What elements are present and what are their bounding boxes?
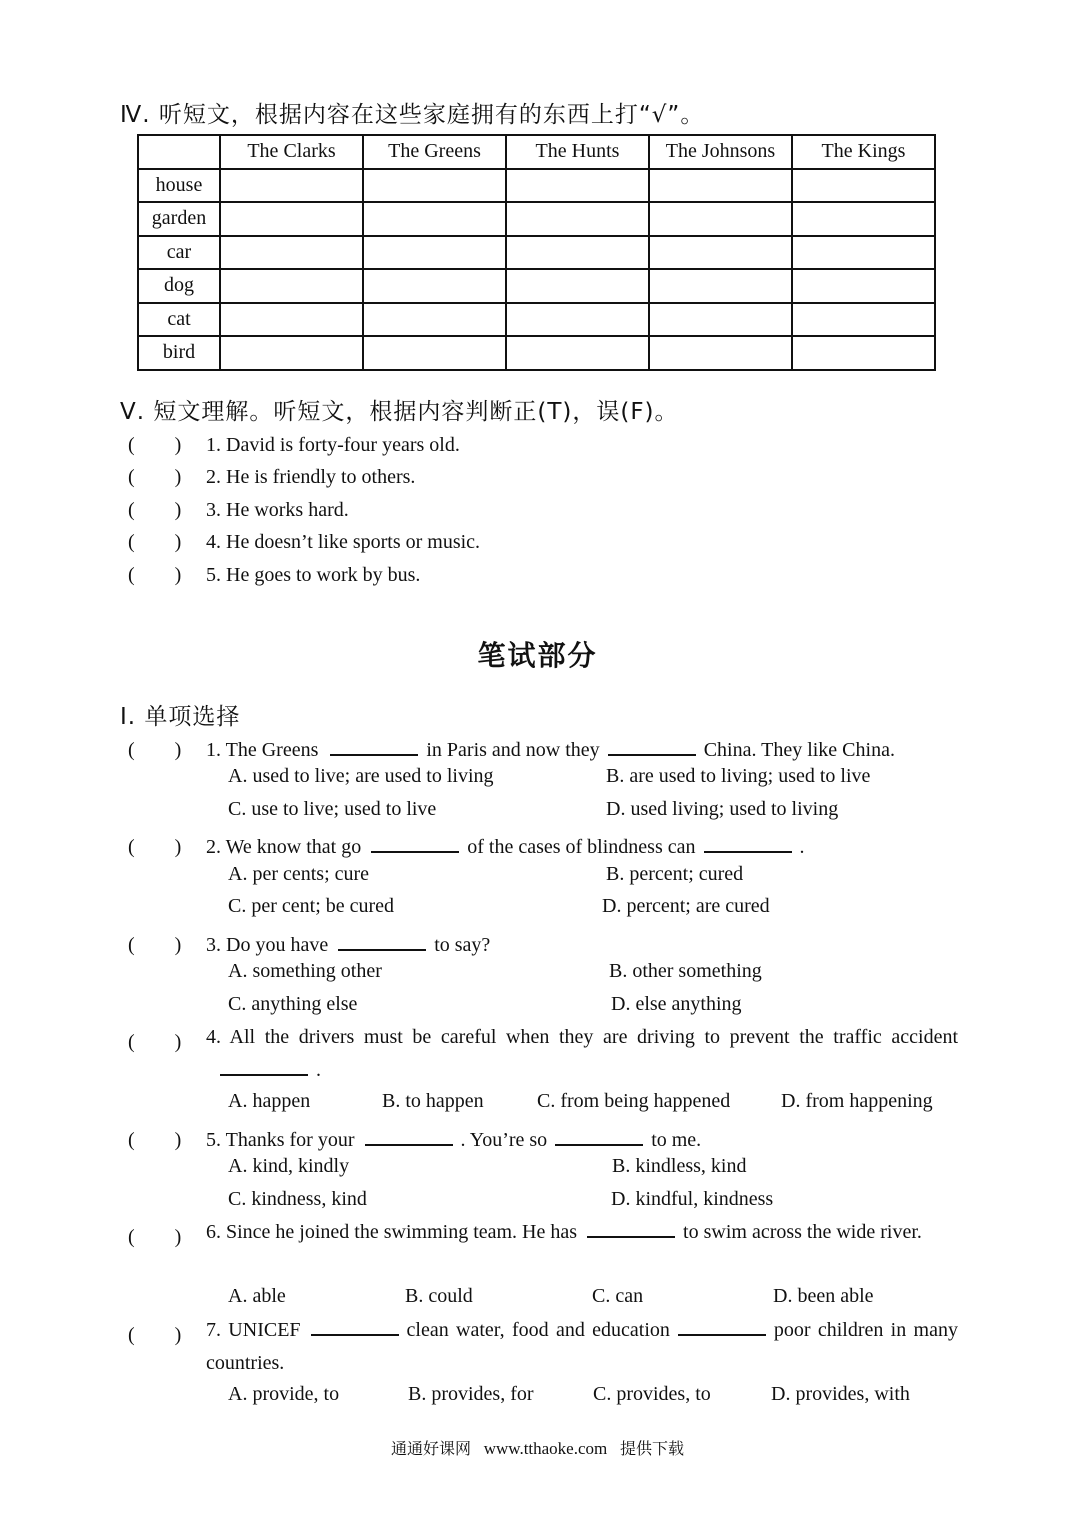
option-d[interactable]: D. from happening: [781, 1090, 933, 1112]
answer-paren[interactable]: ( ): [128, 1324, 182, 1346]
option-b[interactable]: B. could: [405, 1285, 473, 1307]
check-cell[interactable]: [220, 169, 363, 203]
question-text: 3. Do you have: [206, 934, 329, 956]
col-header: The Johnsons: [649, 135, 792, 169]
answer-paren[interactable]: ( ): [128, 836, 182, 858]
table-header-row: [138, 135, 935, 169]
check-cell[interactable]: [792, 169, 935, 203]
answer-blank[interactable]: [678, 1317, 766, 1336]
check-cell[interactable]: [506, 303, 649, 337]
option-b[interactable]: B. other something: [609, 960, 762, 982]
question-text: 2. We know that go: [206, 836, 362, 858]
col-header: The Hunts: [506, 135, 649, 169]
answer-blank[interactable]: [338, 932, 426, 951]
table-row: [138, 202, 935, 236]
check-cell[interactable]: [363, 202, 506, 236]
check-cell[interactable]: [792, 269, 935, 303]
check-cell[interactable]: [506, 269, 649, 303]
written-part-title: 笔试部分: [477, 639, 598, 672]
question-4: [206, 1021, 958, 1086]
check-cell[interactable]: [220, 336, 363, 370]
check-cell[interactable]: [506, 169, 649, 203]
section-4-heading: Ⅳ. 听短文，根据内容在这些家庭拥有的东西上打“√”。: [120, 102, 705, 128]
question-6: [206, 1216, 958, 1249]
question-3: [128, 928, 490, 957]
tf-item-text: 3. He works hard.: [206, 499, 349, 521]
tf-item-text: 4. He doesn’t like sports or music.: [206, 531, 481, 553]
answer-blank[interactable]: [608, 737, 696, 756]
check-cell[interactable]: [220, 202, 363, 236]
answer-blank[interactable]: [587, 1219, 675, 1238]
section-1-heading: Ⅰ. 单项选择: [120, 704, 241, 730]
question-4-paren: [128, 1025, 206, 1054]
question-7-paren: [128, 1318, 206, 1347]
col-header: The Clarks: [220, 135, 363, 169]
answer-blank[interactable]: [220, 1057, 308, 1076]
check-cell[interactable]: [792, 236, 935, 270]
option-a[interactable]: A. provide, to: [228, 1383, 340, 1405]
check-cell[interactable]: [220, 236, 363, 270]
answer-paren[interactable]: ( ): [128, 1129, 182, 1151]
check-cell[interactable]: [792, 202, 935, 236]
option-d[interactable]: D. kindful, kindness: [611, 1188, 774, 1210]
question-text: 5. Thanks for your: [206, 1129, 355, 1151]
tf-item-text: 1. David is forty-four years old.: [206, 434, 460, 456]
tf-item-text: 5. He goes to work by bus.: [206, 564, 421, 586]
check-cell[interactable]: [506, 336, 649, 370]
row-label: bird: [138, 336, 220, 370]
check-cell[interactable]: [792, 336, 935, 370]
option-c[interactable]: C. provides, to: [593, 1383, 711, 1405]
check-cell[interactable]: [363, 303, 506, 337]
tf-item: [128, 558, 420, 587]
question-text: 1. The Greens: [206, 739, 319, 761]
check-cell[interactable]: [649, 269, 792, 303]
question-text: .: [799, 836, 805, 858]
check-cell[interactable]: [649, 169, 792, 203]
table-row: [138, 336, 935, 370]
check-cell[interactable]: [220, 303, 363, 337]
question-7: [206, 1314, 958, 1379]
option-a[interactable]: A. per cents; cure: [228, 863, 370, 885]
check-cell[interactable]: [363, 236, 506, 270]
check-cell[interactable]: [220, 269, 363, 303]
table-row: [138, 169, 935, 203]
option-a[interactable]: A. happen: [228, 1090, 311, 1112]
answer-blank[interactable]: [704, 834, 792, 853]
option-d[interactable]: D. else anything: [611, 993, 742, 1015]
option-d[interactable]: D. percent; are cured: [602, 895, 770, 917]
option-d[interactable]: D. been able: [773, 1285, 874, 1307]
option-b[interactable]: B. kindless, kind: [612, 1155, 747, 1177]
question-text: in Paris and now they: [426, 739, 600, 761]
option-a[interactable]: A. used to live; are used to living: [228, 765, 494, 787]
tf-item-text: 2. He is friendly to others.: [206, 466, 416, 488]
question-5: [128, 1123, 701, 1152]
row-label: cat: [138, 303, 220, 337]
check-cell[interactable]: [506, 236, 649, 270]
footer: [0, 1436, 1075, 1459]
question-text: 6. Since he joined the swimming team. He has: [206, 1221, 578, 1243]
tf-item: [128, 525, 480, 554]
option-c[interactable]: C. use to live; used to live: [228, 798, 437, 820]
section-5-heading: Ⅴ. 短文理解。听短文，根据内容判断正(T)，误(F)。: [120, 399, 679, 425]
families-table: [137, 134, 936, 371]
question-1: [128, 733, 895, 762]
row-label: dog: [138, 269, 220, 303]
question-text: China. They like China.: [703, 739, 895, 761]
check-cell[interactable]: [363, 269, 506, 303]
answer-paren[interactable]: ( ): [128, 434, 182, 456]
answer-paren[interactable]: ( ): [128, 499, 182, 521]
answer-blank[interactable]: [365, 1127, 453, 1146]
check-cell[interactable]: [649, 236, 792, 270]
answer-paren[interactable]: ( ): [128, 934, 182, 956]
question-text: of the cases of blindness can: [467, 836, 696, 858]
footer-suffix: 提供下载: [620, 1439, 685, 1458]
question-2: [128, 830, 805, 859]
check-cell[interactable]: [363, 336, 506, 370]
check-cell[interactable]: [649, 303, 792, 337]
question-text: . You’re so: [460, 1129, 548, 1151]
option-b[interactable]: B. are used to living; used to live: [606, 765, 871, 787]
option-a[interactable]: A. something other: [228, 960, 382, 982]
option-a[interactable]: A. able: [228, 1285, 286, 1307]
question-text: 7. UNICEF: [206, 1319, 301, 1341]
table-row: [138, 303, 935, 337]
answer-paren[interactable]: ( ): [128, 739, 182, 761]
row-label: car: [138, 236, 220, 270]
option-c[interactable]: C. can: [592, 1285, 644, 1307]
option-b[interactable]: B. provides, for: [408, 1383, 534, 1405]
tf-item: [128, 460, 415, 489]
option-a[interactable]: A. kind, kindly: [228, 1155, 350, 1177]
tf-item: [128, 493, 349, 522]
answer-paren[interactable]: ( ): [128, 531, 182, 553]
row-label: house: [138, 169, 220, 203]
col-header: The Kings: [792, 135, 935, 169]
option-c[interactable]: C. anything else: [228, 993, 358, 1015]
table-corner-cell: [138, 135, 220, 169]
footer-url[interactable]: www.tthaoke.com: [483, 1439, 608, 1458]
answer-blank[interactable]: [371, 834, 459, 853]
answer-blank[interactable]: [311, 1317, 399, 1336]
option-d[interactable]: D. used living; used to living: [606, 798, 839, 820]
question-text: to me.: [651, 1129, 702, 1151]
check-cell[interactable]: [363, 169, 506, 203]
question-text: to say?: [434, 934, 491, 956]
option-c[interactable]: C. per cent; be cured: [228, 895, 395, 917]
answer-paren[interactable]: ( ): [128, 466, 182, 488]
footer-brand: 通通好课网: [390, 1439, 471, 1458]
option-c[interactable]: C. kindness, kind: [228, 1188, 367, 1210]
table-row: [138, 236, 935, 270]
question-text: .: [316, 1058, 321, 1081]
option-c[interactable]: C. from being happened: [537, 1090, 731, 1112]
question-text: clean water, food and education: [406, 1319, 670, 1341]
col-header: The Greens: [363, 135, 506, 169]
answer-paren[interactable]: ( ): [128, 1031, 182, 1053]
table-row: [138, 269, 935, 303]
check-cell[interactable]: [649, 336, 792, 370]
option-b[interactable]: B. percent; cured: [606, 863, 744, 885]
row-label: garden: [138, 202, 220, 236]
check-cell[interactable]: [792, 303, 935, 337]
question-text: 4. All the drivers must be careful when they are driving to prevent the traffic accident: [206, 1026, 958, 1048]
check-cell[interactable]: [506, 202, 649, 236]
answer-blank[interactable]: [555, 1127, 643, 1146]
answer-paren[interactable]: ( ): [128, 1226, 182, 1248]
question-text: to swim across the wide river.: [683, 1221, 922, 1243]
question-6-paren: [128, 1220, 206, 1249]
answer-paren[interactable]: ( ): [128, 564, 182, 586]
tf-item: [128, 428, 460, 457]
check-cell[interactable]: [649, 202, 792, 236]
option-d[interactable]: D. provides, with: [771, 1383, 910, 1405]
option-b[interactable]: B. to happen: [382, 1090, 484, 1112]
answer-blank[interactable]: [330, 737, 418, 756]
question-text: poor children in many countries.: [206, 1319, 958, 1374]
